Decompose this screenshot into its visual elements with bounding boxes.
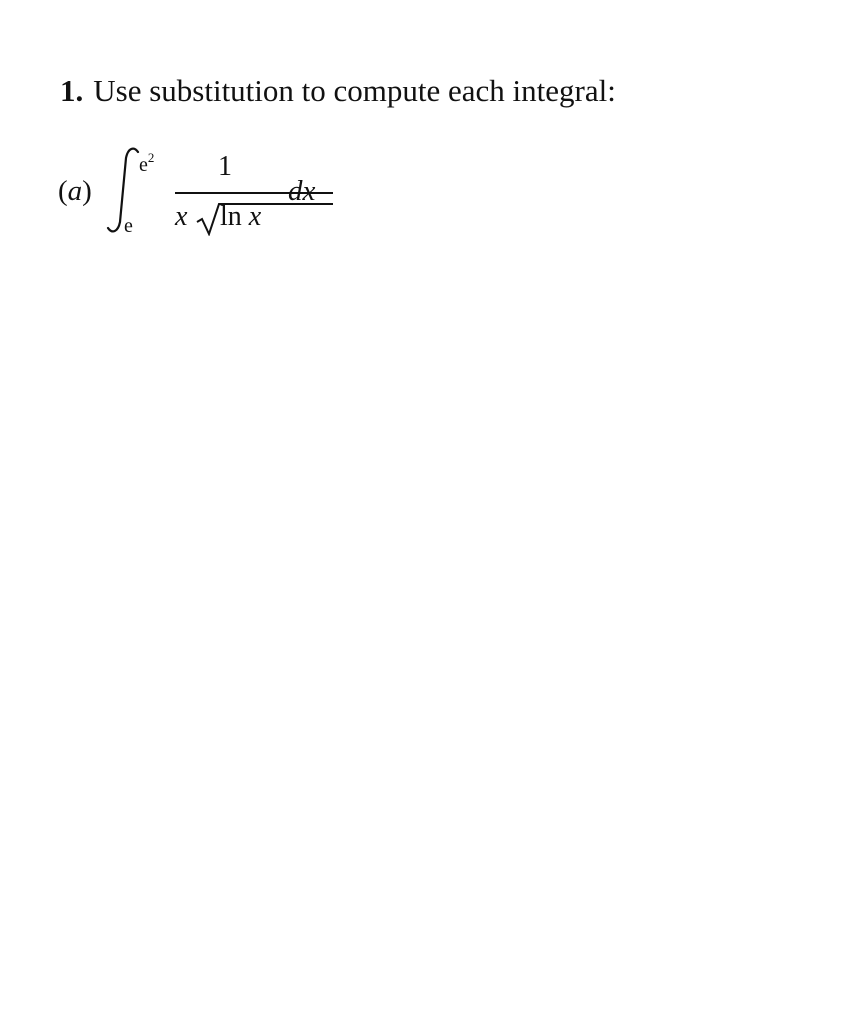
- problem-number: 1.: [60, 73, 84, 108]
- part-label: (a): [58, 175, 92, 207]
- upper-limit: $e^2$: [139, 150, 155, 176]
- problem-heading: [60, 72, 616, 110]
- denominator-variable: x: [175, 201, 188, 232]
- radicand: ln x: [220, 201, 262, 232]
- fraction-numerator: 1: [218, 151, 232, 182]
- problem-instruction: Use substitution to compute each integral:: [93, 73, 616, 108]
- part-a: [58, 140, 378, 240]
- lower-limit: e: [124, 215, 133, 237]
- differential: dx: [288, 175, 316, 207]
